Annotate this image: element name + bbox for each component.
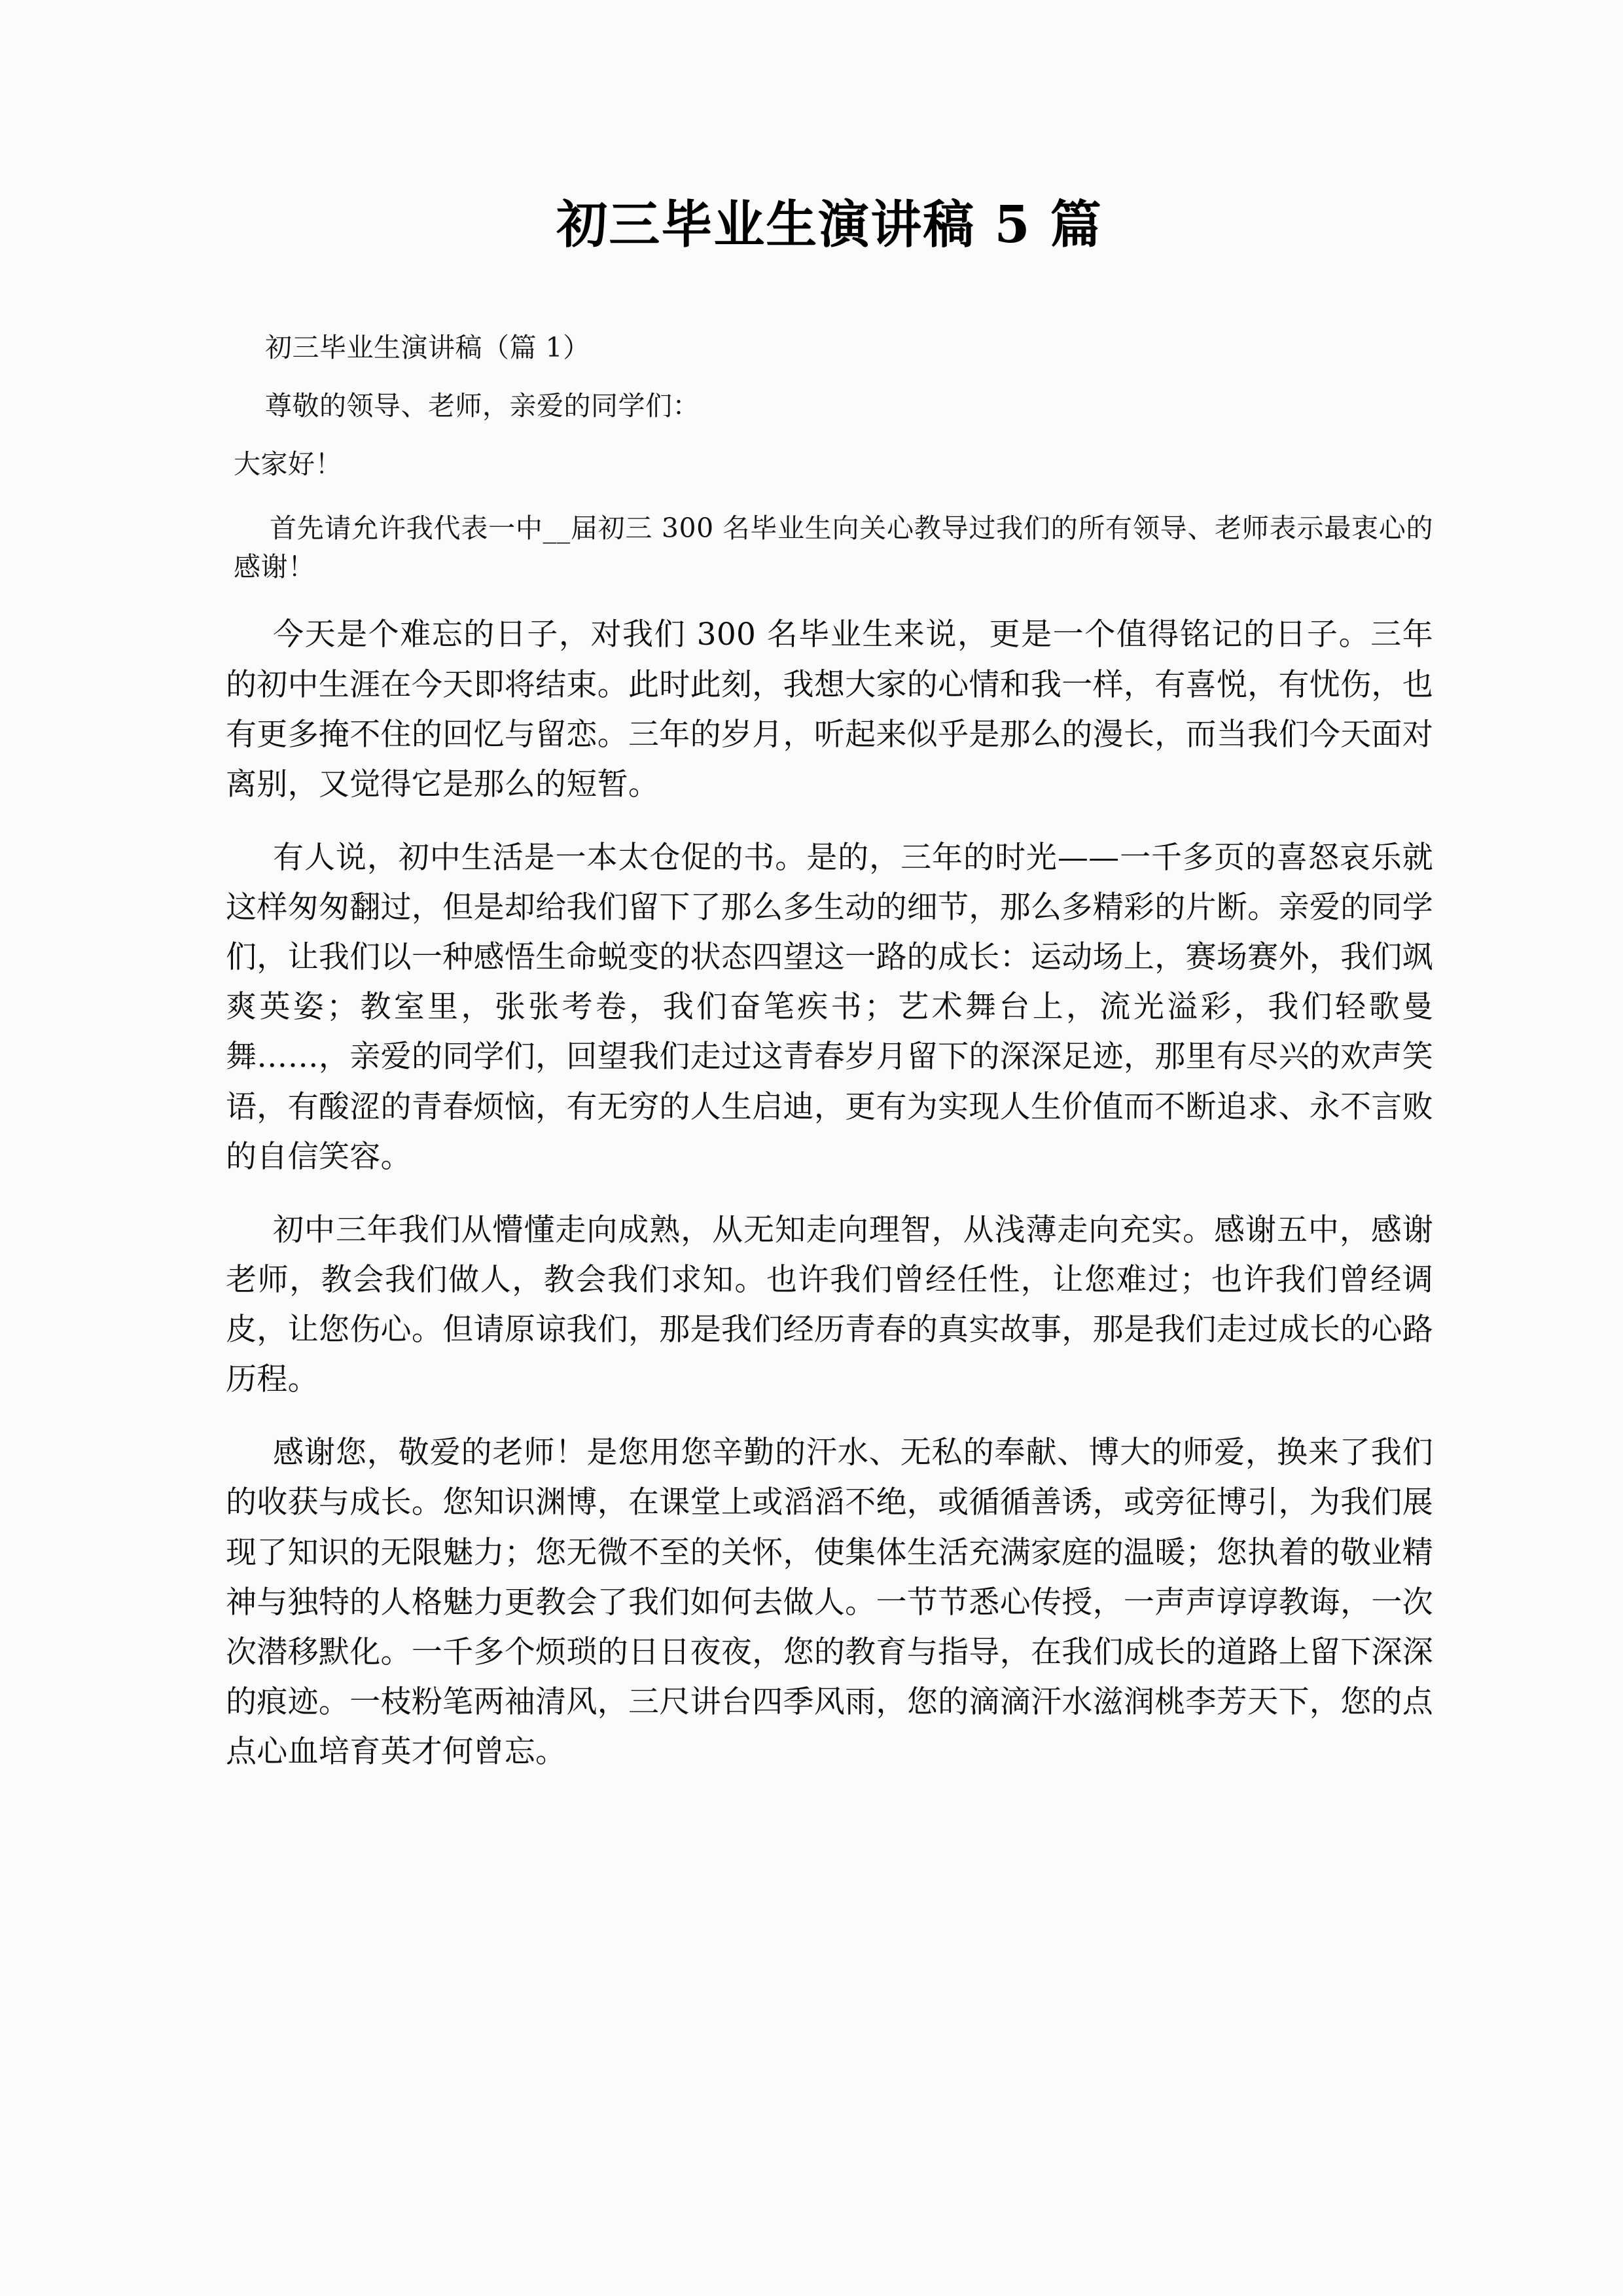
body-paragraph-4: 感谢您，敬爱的老师！是您用您辛勤的汗水、无私的奉献、博大的师爱，换来了我们的收获与成长。您知识渊博，在课堂上或滔滔不绝，或循循善诱，或旁征博引，为我们展现了知识的无限魅力；您无微不至的关怀，使集体生活充满家庭的温暖；您执着的敬业精神与独特的人格魅力更教会了我们如何去做人。一节节悉心传授，一声声谆谆教诲，一次次潜移默化。一千多个烦琐的日日夜夜，您的教育与指导，在我们成长的道路上留下深深的痕迹。一枝粉笔两袖清风，三尺讲台四季风雨，您的滴滴汗水滋润桃李芳天下，您的点点心血培育英才何曾忘。	[226, 1435, 1433, 1770]
intro-paragraph: 首先请允许我代表一中__届初三 300 名毕业生向关心教导过我们的所有领导、老师表示最衷心的感谢！	[234, 512, 1433, 583]
body-paragraph-1: 今天是个难忘的日子，对我们 300 名毕业生来说，更是一个值得铭记的日子。三年的初中生涯在今天即将结束。此时此刻，我想大家的心情和我一样，有喜悦，有忧伤，也有更多掩不住的回忆与留恋。三年的岁月，听起来似乎是那么的漫长，而当我们今天面对离别，又觉得它是那么的短暂。	[226, 617, 1433, 802]
body-paragraph-2: 有人说，初中生活是一本太仓促的书。是的，三年的时光——一千多页的喜怒哀乐就这样匆匆翻过，但是却给我们留下了那么多生动的细节，那么多精彩的片断。亲爱的同学们，让我们以一种感悟生命蜕变的状态四望这一路的成长：运动场上，赛场赛外，我们飒爽英姿；教室里，张张考卷，我们奋笔疾书；艺术舞台上，流光溢彩，我们轻歌曼舞……，亲爱的同学们，回望我们走过这青春岁月留下的深深足迹，那里有尽兴的欢声笑语，有酸涩的青春烦恼，有无穷的人生启迪，更有为实现人生价值而不断追求、永不言败的自信笑容。	[226, 839, 1433, 1175]
page-title: 初三毕业生演讲稿 5 篇	[556, 195, 1103, 255]
salutation-line: 尊敬的领导、老师，亲爱的同学们：	[265, 389, 700, 422]
greeting-line: 大家好！	[234, 448, 342, 480]
section-heading: 初三毕业生演讲稿（篇 1）	[265, 331, 590, 363]
document-content	[226, 0, 1433, 1777]
body-paragraph-3: 初中三年我们从懵懂走向成熟，从无知走向理智，从浅薄走向充实。感谢五中，感谢老师，教会我们做人，教会我们求知。也许我们曾经任性，让您难过；也许我们曾经调皮，让您伤心。但请原谅我们，那是我们经历青春的真实故事，那是我们走过成长的心路历程。	[226, 1211, 1433, 1398]
